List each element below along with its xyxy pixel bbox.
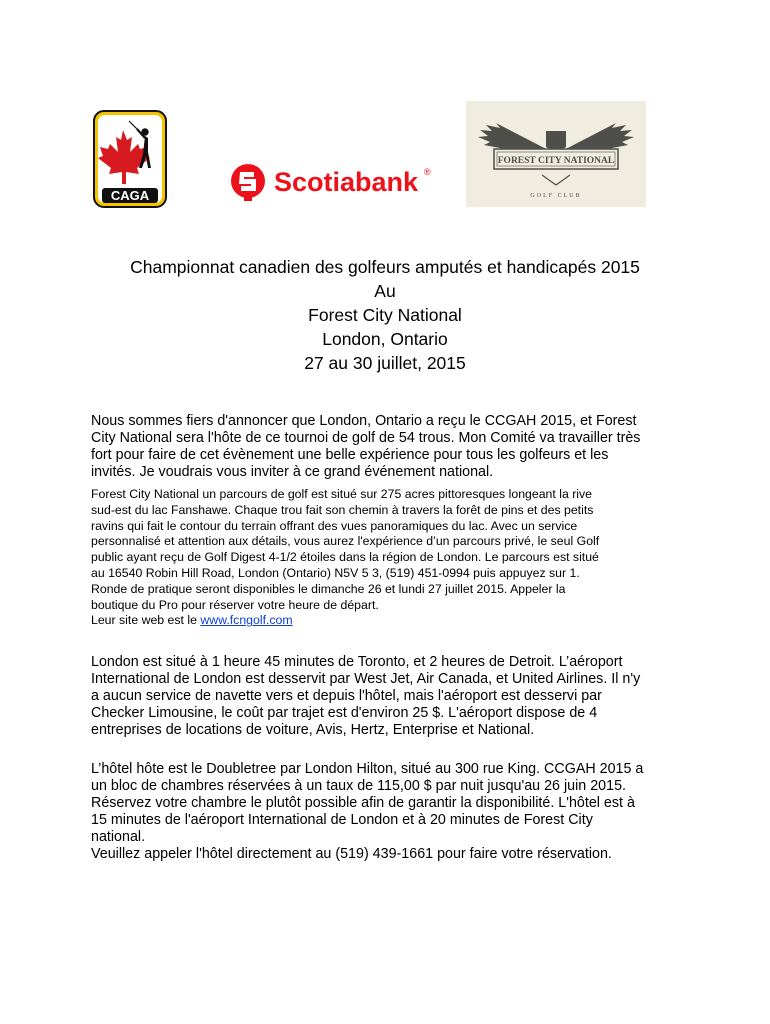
text-line: boutique du Pro pour réserver votre heure de départ. — [91, 597, 379, 612]
text-line: Réservez votre chambre le plutôt possible afin de garantir la disponibilité. L'hôtel est à — [91, 795, 635, 811]
title-line: Forest City National — [308, 305, 462, 325]
text-line: City National sera l'hôte de ce tournoi de golf de 54 trous. Mon Comité va travailler très — [91, 430, 641, 446]
scotiabank-logo — [228, 160, 438, 204]
title-line: 27 au 30 juillet, 2015 — [304, 353, 466, 373]
title-line: London, Ontario — [322, 329, 448, 349]
text-line: Veuillez appeler l'hôtel directement au (519) 439-1661 pour faire votre réservation. — [91, 846, 612, 862]
text-line: entreprises de locations de voiture, Avis, Hertz, Enterprise et National. — [91, 722, 535, 738]
text-line: public ayant reçu de Golf Digest 4-1/2 étoiles dans la région de London. Le parcours est situé — [91, 550, 599, 565]
text-line: Ronde de pratique seront disponibles le dimanche 26 et lundi 27 juillet 2015. Appeler la — [91, 581, 566, 596]
text-line: fort pour faire de cet évènement une belle expérience pour tous les golfeurs et les — [91, 447, 609, 463]
course-paragraph — [91, 487, 691, 629]
text-line: personnalisé et attention aux détails, vous aurez l'expérience d’un parcours privé, le seul Golf — [91, 534, 600, 549]
title-line: Au — [374, 281, 396, 301]
scotiabank-registered-mark: ® — [424, 167, 431, 177]
text-line: London est situé à 1 heure 45 minutes de Toronto, et 2 heures de Detroit. L’aéroport — [91, 654, 623, 670]
text-line: au 16540 Robin Hill Road, London (Ontario) N5V 5 3, (519) 451-0994 puis appuyez sur 1. — [91, 565, 580, 580]
caga-logo — [93, 110, 167, 208]
text-line: Checker Limousine, le coût par trajet est d'environ 25 $. L'aéroport dispose de 4 — [91, 705, 598, 721]
scotiabank-logo-text: Scotiabank — [274, 167, 419, 197]
hotel-paragraph — [91, 761, 691, 863]
text-line: ravins qui fait le contour du terrain offrant des vues panoramiques du lac. Avec un service — [91, 518, 578, 533]
website-line — [91, 613, 691, 629]
travel-paragraph — [91, 654, 691, 739]
text-line: Forest City National un parcours de golf est situé sur 275 acres pittoresques longeant la rive — [91, 487, 593, 501]
website-link[interactable]: www.fcngolf.com — [200, 613, 293, 628]
caga-logo-text: CAGA — [110, 188, 150, 203]
text-line: Nous sommes fiers d'annoncer que London, Ontario a reçu le CCGAH 2015, et Forest — [91, 413, 637, 429]
text-line: national. — [91, 829, 146, 845]
text-line: invités. Je voudrais vous inviter à ce grand événement national. — [91, 464, 494, 480]
text-line: a aucun service de navette vers et depuis l'hôtel, mais l'aéroport est desservi par — [91, 688, 602, 704]
text-line: International de London est desservit par West Jet, Air Canada, et United Airlines. Il n'y — [91, 671, 641, 687]
text-line: sud-est du lac Fanshawe. Chaque trou fait son chemin à travers la forêt de pins et des petits — [91, 502, 594, 517]
event-title — [0, 255, 770, 375]
scotiabank-s-icon — [231, 164, 265, 201]
text-line: 15 minutes de l'aéroport International de London et à 20 minutes de Forest City — [91, 812, 593, 828]
text-line: L’hôtel hôte est le Doubletree par London Hilton, situé au 300 rue King. CCGAH 2015 a — [91, 761, 644, 777]
title-line: Championnat canadien des golfeurs amputés et handicapés 2015 — [130, 257, 640, 277]
fcn-logo-name: FOREST CITY NATIONAL — [497, 156, 615, 166]
forest-city-national-logo — [466, 101, 646, 207]
fcn-logo-sub: GOLF CLUB — [530, 193, 582, 199]
text-line: un bloc de chambres réservées à un taux de 115,00 $ par nuit jusqu'au 26 juin 2015. — [91, 778, 626, 794]
intro-paragraph — [91, 413, 691, 481]
website-prefix: Leur site web est le — [91, 613, 201, 628]
